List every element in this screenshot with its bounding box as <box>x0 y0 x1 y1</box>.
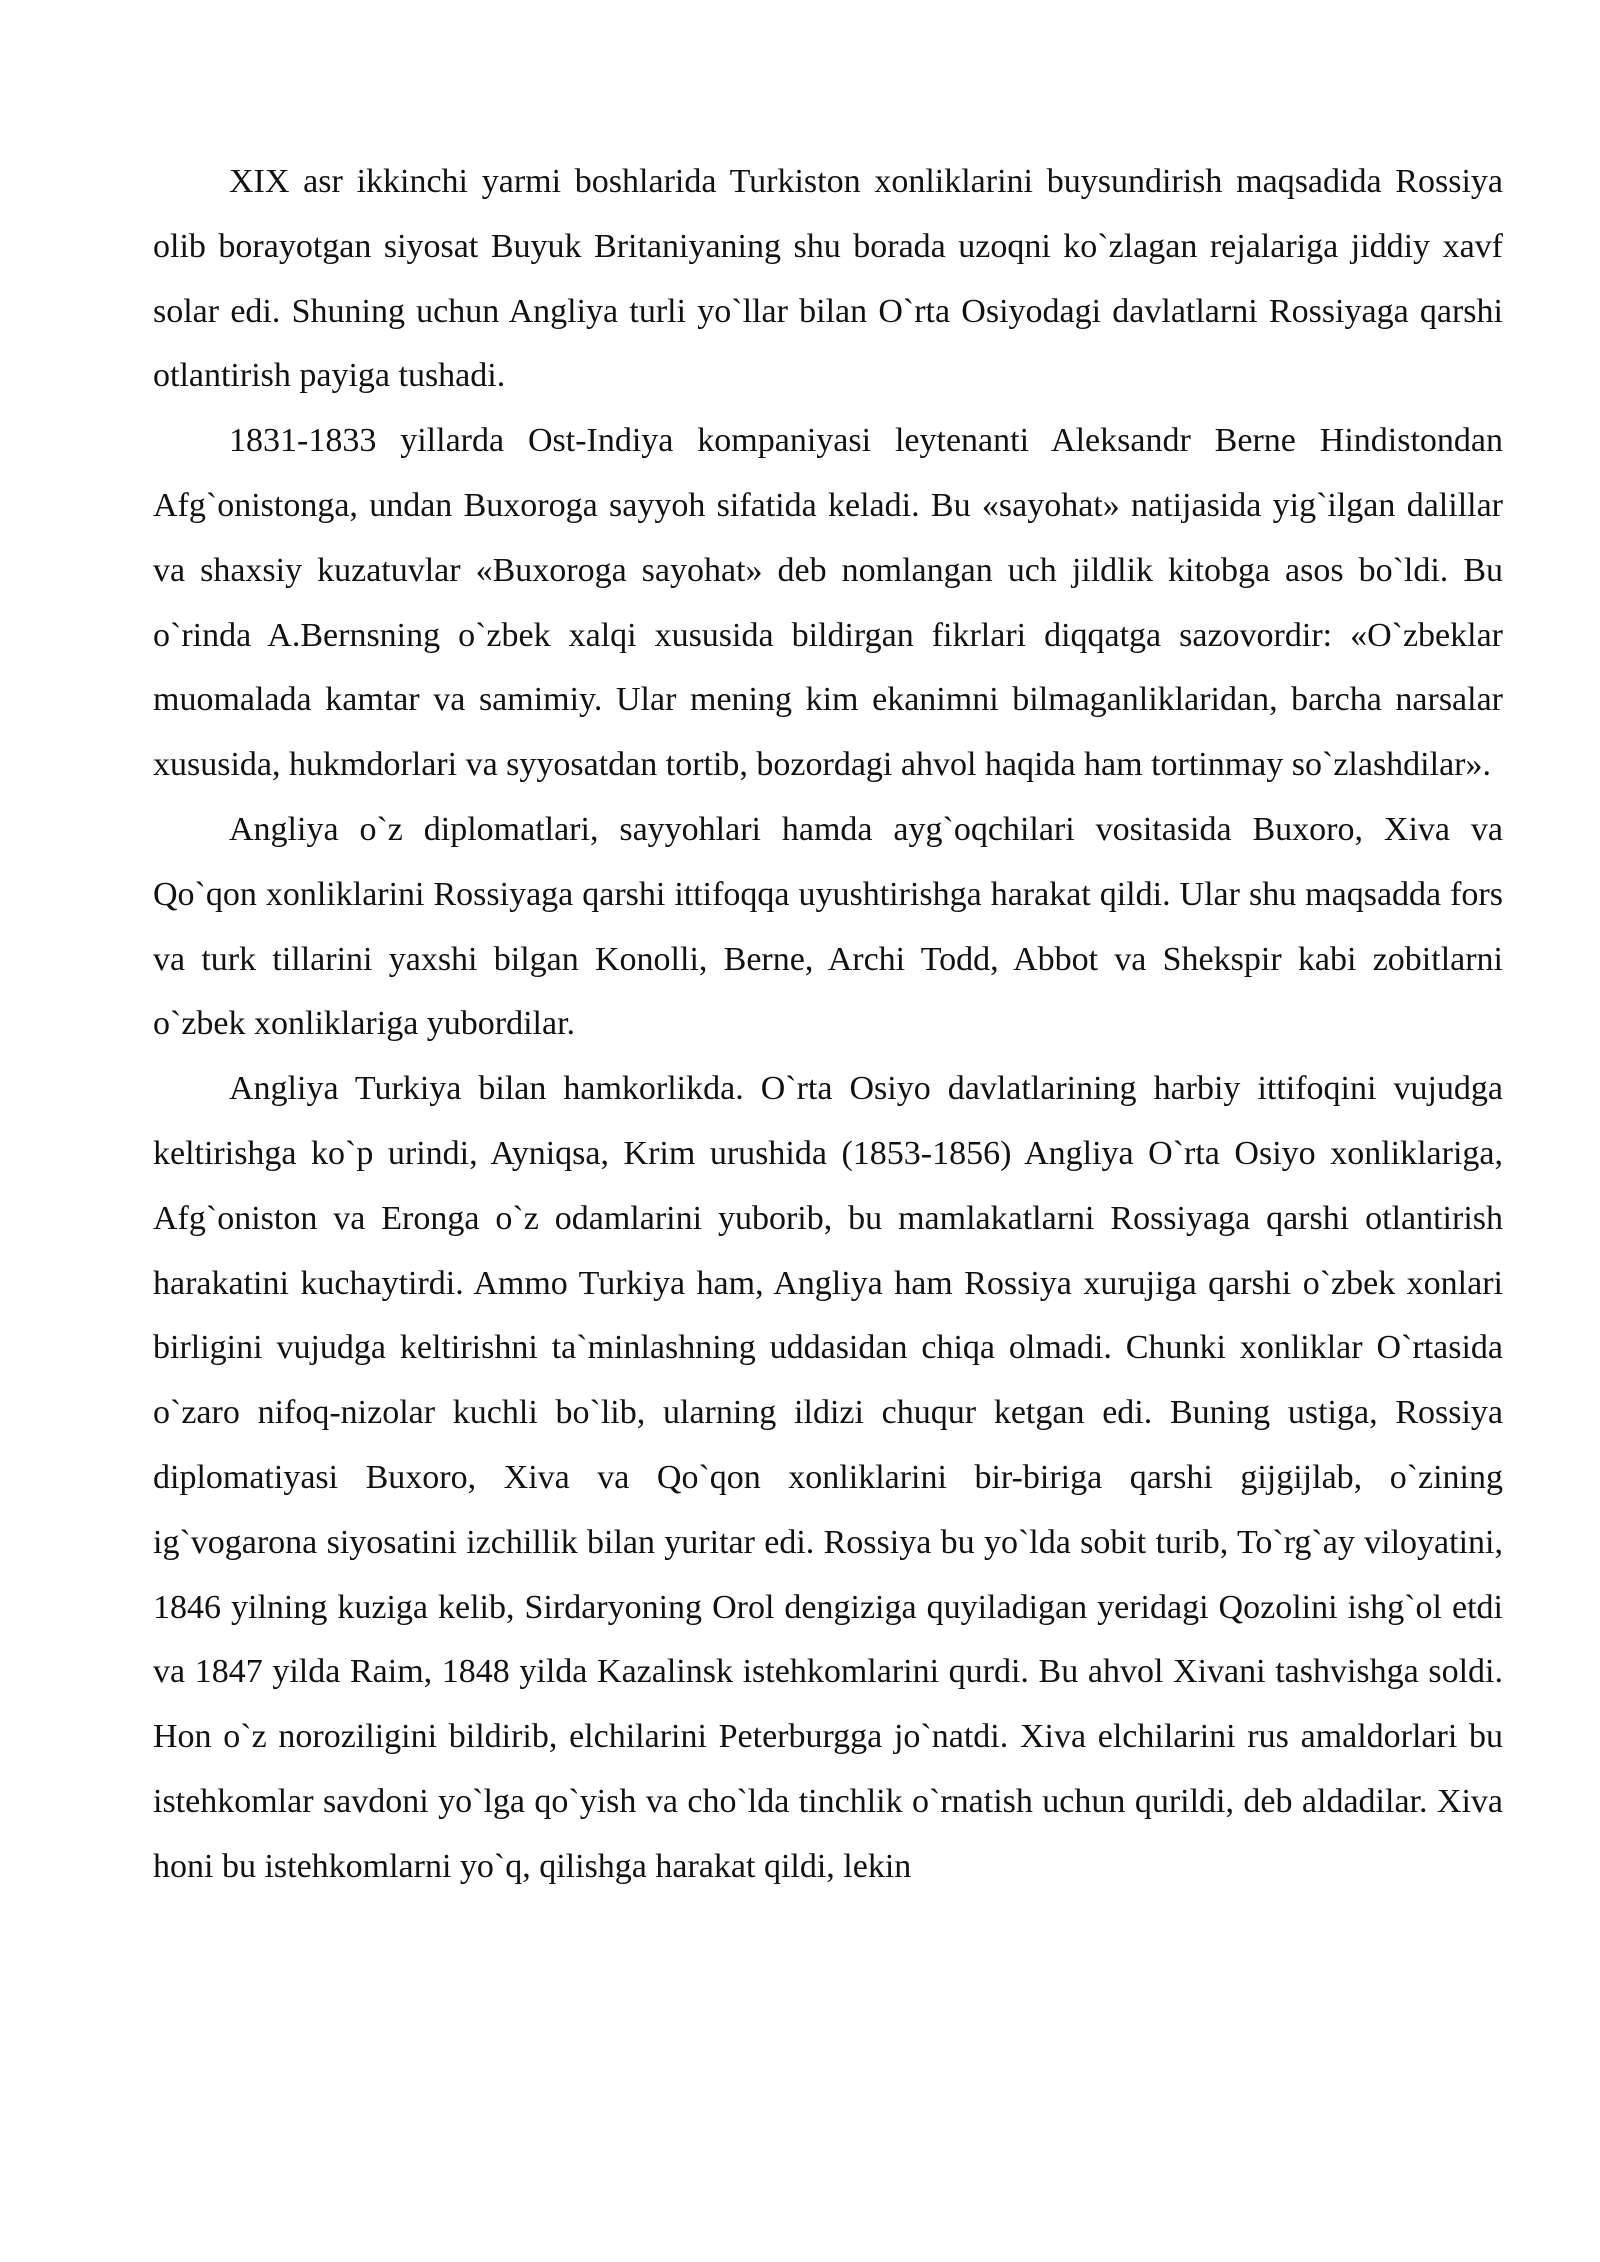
paragraph-3: Angliya o`z diplomatlari, sayyohlari hamda ayg`oqchilari vositasida Buxoro, Xiva va Qo`qon xonliklarini Rossiyaga qarshi ittifoqqa uyushtirishga harakat qildi. Ular shu maqsadda fors va turk tillarini yaxshi bilgan Konolli, Berne, Archi Todd, Abbot va Shekspir kabi zobitlarni o`zbek xonliklariga yubordilar. <box>153 810 1503 1043</box>
paragraph-1: XIX asr ikkinchi yarmi boshlarida Turkiston xonliklarini buysundirish maqsadida Rossiya olib borayotgan siyosat Buyuk Britaniyaning shu borada uzoqni ko`zlagan rejalariga jiddiy xavf solar edi. Shuning uchun Angliya turli yo`llar bilan O`rta Osiyodagi davlatlarni Rossiyaga qarshi otlantirish payiga tushadi. <box>153 163 1503 395</box>
paragraph-4: Angliya Turkiya bilan hamkorlikda. O`rta Osiyo davlatlarining harbiy ittifoqini vujudga keltirishga ko`p urindi, Ayniqsa, Krim urushida (1853-1856) Angliya O`rta Osiyo xonliklariga, Afg`oniston va Eronga o`z odamlarini yuborib, bu mamlakatlarni Rossiyaga qarshi otlantirish harakatini kuchaytirdi. Ammo Turkiya ham, Angliya ham Rossiya xurujiga qarshi o`zbek xonlari birligini vujudga keltirishni ta`minlashning uddasidan chiqa olmadi. Chunki xonliklar O`rtasida o`zaro nifoq-nizolar kuchli bo`lib, ularning ildizi chuqur ketgan edi. Buning ustiga, Rossiya diplomatiyasi Buxoro, Xiva va Qo`qon xonliklarini bir-biriga qarshi gijgijlab, o`zining ig`vogarona siyosatini izchillik bilan yuritar edi. Rossiya bu yo`lda sobit turib, To`rg`ay viloyatini, 1846 yilning kuziga kelib, Sirdaryoning Orol dengiziga quyiladigan yeridagi Qozolini ishg`ol etdi va 1847 yilda Raim, 1848 yilda Kazalinsk istehkomlarini qurdi. Bu ahvol Xivani tashvishga soldi. Hon o`z noroziligini bildirib, elchilarini Peterburgga jo`natdi. Xiva elchilarini rus amaldorlari bu istehkomlar savdoni yo`lga qo`yish va cho`lda tinchlik o`rnatish uchun qurildi, deb aldadilar. Xiva honi bu istehkomlarni yo`q, qilishga harakat qildi, lekin <box>153 1070 1503 1885</box>
paragraph-2: 1831-1833 yillarda Ost-Indiya kompaniyasi leytenanti Aleksandr Berne Hindistondan Afg`onistonga, undan Buxoroga sayyoh sifatida keladi. Bu «sayohat» natijasida yig`ilgan dalillar va shaxsiy kuzatuvlar «Buxoroga sayohat» deb nomlangan uch jildlik kitobga asos bo`ldi. Bu o`rinda A.Bernsning o`zbek xalqi xususida bildirgan fikrlari diqqatga sazovordir: «O`zbeklar muomalada kamtar va samimiy. Ular mening kim ekanimni bilmaganliklaridan, barcha narsalar xususida, hukmdorlari va syyosatdan tortib, bozordagi ahvol haqida ham tortinmay so`zlashdilar». <box>153 422 1503 784</box>
document-body <box>153 150 1503 1900</box>
